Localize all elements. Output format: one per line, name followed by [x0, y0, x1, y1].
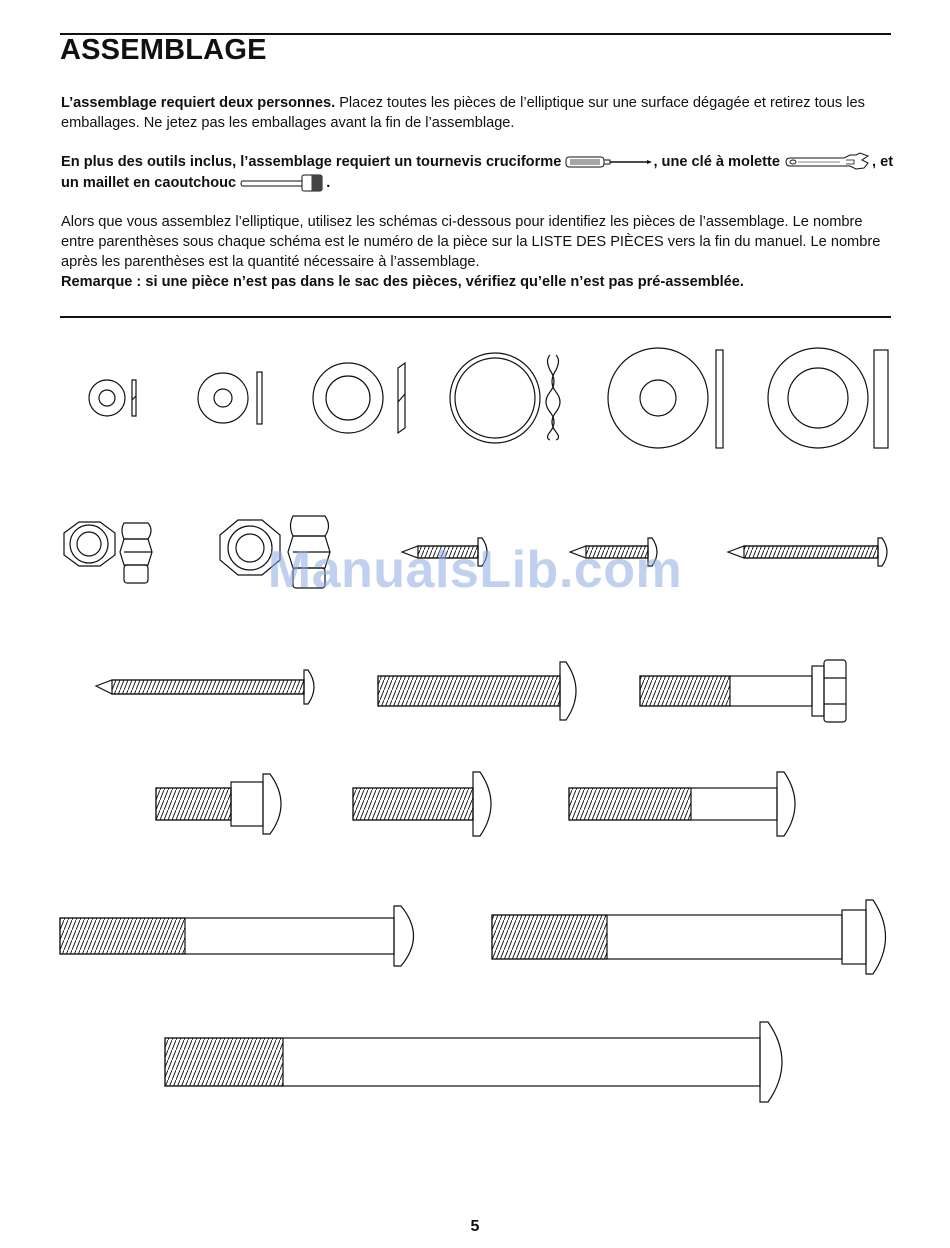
- button-bolt-xlong: [165, 1022, 782, 1102]
- shoulder-bolt-long: [492, 900, 886, 974]
- intro-paragraph: [61, 93, 896, 133]
- adjustable-wrench-icon: [784, 152, 872, 172]
- lock-washer-large: [313, 363, 405, 433]
- page-title: ASSEMBLAGE: [60, 34, 267, 66]
- wave-washer: [450, 353, 560, 443]
- button-bolt-long: [60, 906, 414, 966]
- page-number: 5: [470, 1218, 480, 1235]
- tools-text-4: .: [326, 175, 331, 191]
- intro-bold-lead: L’assemblage requiert deux personnes.: [61, 95, 336, 111]
- identify-text: Alors que vous assemblez l’elliptique, utilisez les schémas ci-dessous pour identifiez les pièces de l’assemblage. Le nombre entre parenthèses sous chaque schéma est le numéro de la pièce sur la LISTE DES PIÈCES vers la fin du manuel. Le nombre après les parenthèses est la quantité nécessaire à l’assemblage.: [61, 214, 881, 270]
- watermark: ManualsLib.com: [267, 541, 683, 599]
- tools-paragraph: [61, 152, 896, 194]
- rubber-mallet-icon: [240, 172, 326, 194]
- washer-small: [198, 372, 262, 424]
- phillips-screwdriver-icon: [565, 155, 653, 169]
- tools-text-2: , une clé à molette: [653, 154, 780, 170]
- screw-long: [96, 670, 314, 704]
- flat-washer-xlarge: [768, 348, 888, 448]
- flat-washer-large: [608, 348, 723, 448]
- intro-text: Placez toutes les pièces de l’elliptique sur une surface dégagée et retirez tous les emballages. Ne jetez pas les emballages avant la fin de l’assemblage.: [61, 95, 865, 131]
- button-bolt-threaded: [378, 662, 576, 720]
- shoulder-bolt-short: [156, 774, 281, 834]
- hardware-parts-diagram: [0, 330, 950, 1130]
- button-bolt-short: [353, 772, 491, 836]
- identify-note: Remarque : si une pièce n’est pas dans le sac des pièces, vérifiez qu’elle n’est pas pré-assemblée.: [61, 274, 744, 290]
- tools-text-3: , et un maillet en caoutchouc: [61, 154, 894, 191]
- identify-paragraph: [61, 212, 896, 292]
- tools-text-1: En plus des outils inclus, l’assemblage requiert un tournevis cruciforme: [61, 154, 562, 170]
- lock-washer-small: [89, 380, 136, 416]
- section-divider: [60, 316, 891, 318]
- button-bolt-medium: [569, 772, 795, 836]
- hex-bolt: [640, 660, 846, 722]
